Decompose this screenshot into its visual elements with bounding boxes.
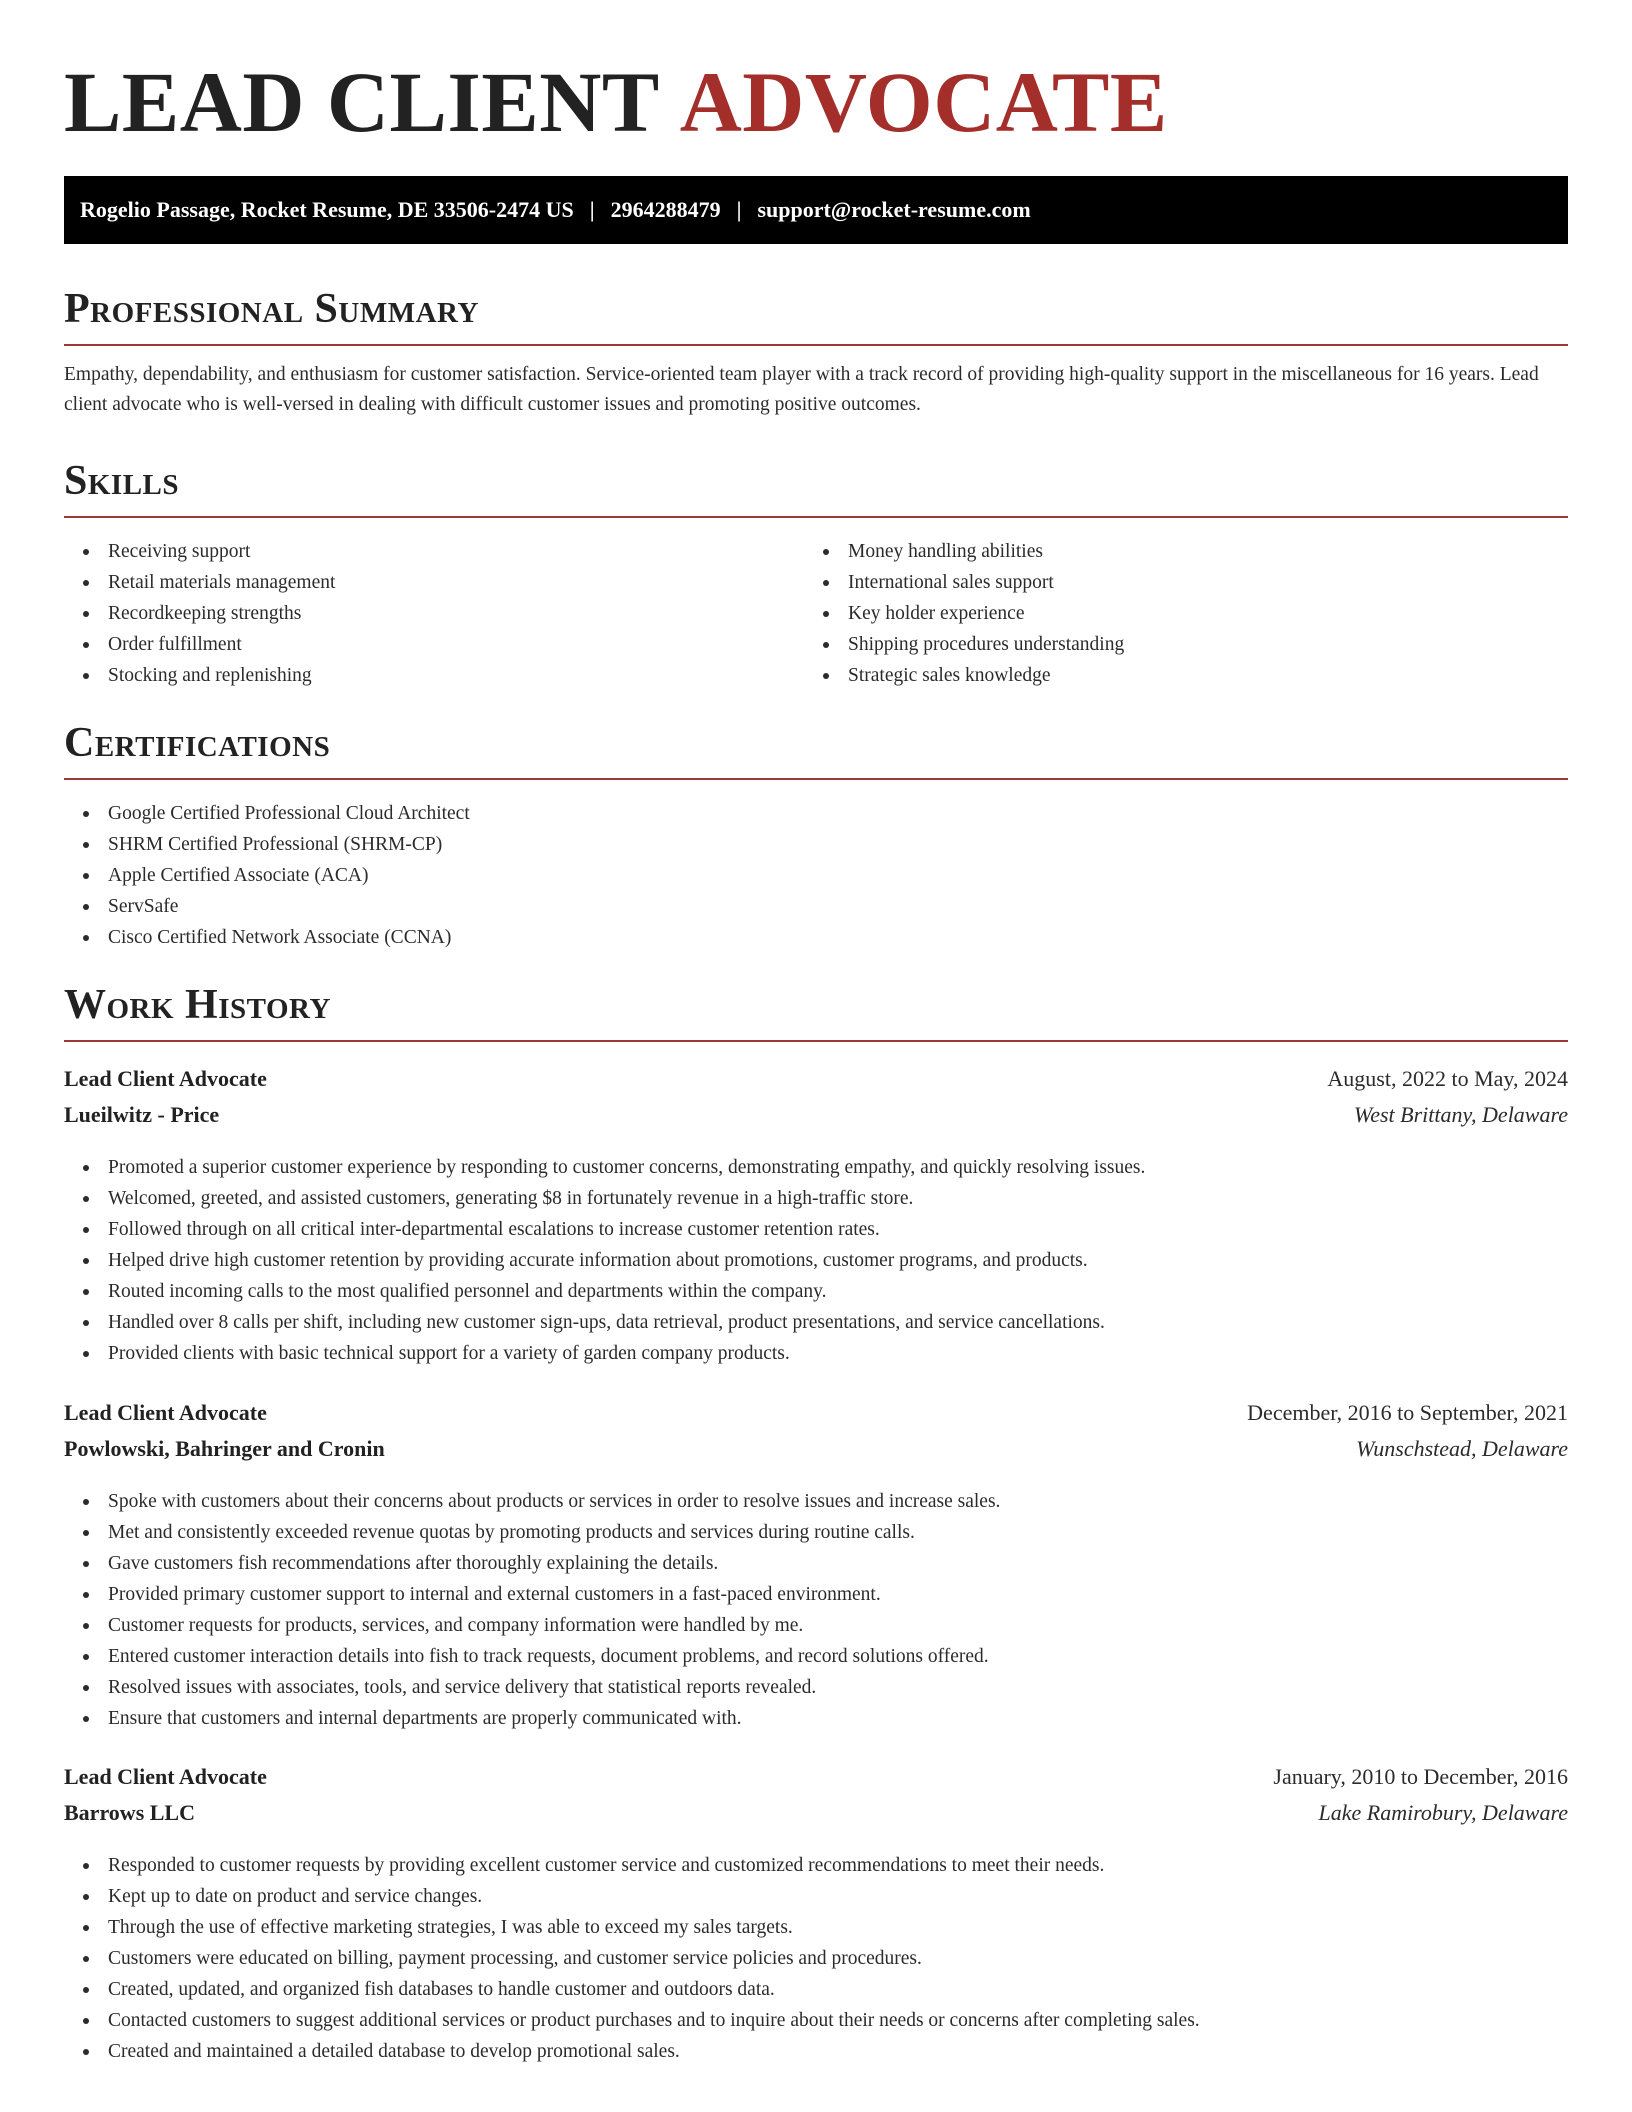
- job-company-row: [64, 1102, 1568, 1138]
- certification-item: ServSafe: [64, 891, 1568, 922]
- job-bullet: Welcomed, greeted, and assisted customers, generating $8 in fortunately revenue in a high-traffic store.: [64, 1183, 1568, 1214]
- job-entry: [64, 1764, 1568, 2067]
- job-bullet: Created and maintained a detailed database to develop promotional sales.: [64, 2036, 1568, 2067]
- certification-item: Cisco Certified Network Associate (CCNA): [64, 922, 1568, 953]
- contact-separator: |: [589, 197, 595, 222]
- job-header-row: [64, 1066, 1568, 1102]
- summary-text: Empathy, dependability, and enthusiasm for customer satisfaction. Service-oriented team player with a track record of providing high-quality support in the miscellaneous for 16 years. Lead client advocate who is well-versed in dealing with difficult customer issues and promoting positive outcomes.: [64, 364, 1539, 415]
- skills-grid: [64, 536, 1568, 691]
- job-bullet: Customer requests for products, services, and company information were handled by me.: [64, 1610, 1568, 1641]
- job-bullet: Spoke with customers about their concerns about products or services in order to resolve issues and increase sales.: [64, 1486, 1568, 1517]
- job-bullet: Responded to customer requests by providing excellent customer service and customized recommendations to meet their needs.: [64, 1850, 1568, 1881]
- job-bullet: Helped drive high customer retention by providing accurate information about promotions, customer programs, and products.: [64, 1245, 1568, 1276]
- name-last: ADVOCATE: [679, 54, 1168, 150]
- contact-address: Rogelio Passage, Rocket Resume, DE 33506-2474 US: [80, 197, 574, 222]
- job-company: Barrows LLC: [64, 1800, 195, 1825]
- skills-section: [64, 456, 1568, 691]
- section-divider: [64, 344, 1568, 346]
- job-bullet: Provided clients with basic technical support for a variety of garden company products.: [64, 1338, 1568, 1369]
- section-divider: [64, 516, 1568, 518]
- skill-item: Retail materials management: [64, 567, 804, 598]
- job-company-row: [64, 1436, 1568, 1472]
- certification-item: Apple Certified Associate (ACA): [64, 860, 1568, 891]
- job-bullet: Contacted customers to suggest additional services or product purchases and to inquire about their needs or concerns after completing sales.: [64, 2005, 1568, 2036]
- job-dates: January, 2010 to December, 2016: [1273, 1764, 1568, 1789]
- job-bullet: Routed incoming calls to the most qualified personnel and departments within the company.: [64, 1276, 1568, 1307]
- job-bullet: Through the use of effective marketing strategies, I was able to exceed my sales targets.: [64, 1912, 1568, 1943]
- job-location: Lake Ramirobury, Delaware: [1318, 1800, 1568, 1825]
- contact-bar: [64, 176, 1568, 244]
- contact-email[interactable]: support@rocket-resume.com: [757, 197, 1031, 222]
- job-header-row: [64, 1764, 1568, 1800]
- job-header-row: [64, 1400, 1568, 1436]
- skill-item: Key holder experience: [804, 598, 1544, 629]
- section-divider: [64, 778, 1568, 780]
- certification-item: Google Certified Professional Cloud Architect: [64, 798, 1568, 829]
- skills-list-left: [64, 536, 804, 691]
- skill-item: Recordkeeping strengths: [64, 598, 804, 629]
- contact-separator: |: [736, 197, 742, 222]
- contact-phone[interactable]: 2964288479: [610, 197, 721, 222]
- skill-item: Stocking and replenishing: [64, 660, 804, 691]
- work-history-heading: Work History: [64, 982, 331, 1028]
- certifications-heading: Certifications: [64, 720, 331, 766]
- job-location: West Brittany, Delaware: [1353, 1102, 1568, 1127]
- certifications-list: [64, 798, 1568, 953]
- certifications-section: [64, 718, 1568, 953]
- job-title: Lead Client Advocate: [64, 1764, 267, 1789]
- skill-item: Order fulfillment: [64, 629, 804, 660]
- job-dates: December, 2016 to September, 2021: [1247, 1400, 1568, 1425]
- job-entry: [64, 1400, 1568, 1734]
- section-divider: [64, 1040, 1568, 1042]
- skills-list-right: [804, 536, 1544, 691]
- job-bullet: Met and consistently exceeded revenue quotas by promoting products and services during routine calls.: [64, 1517, 1568, 1548]
- job-bullet: Gave customers fish recommendations after thoroughly explaining the details.: [64, 1548, 1568, 1579]
- job-bullet: Provided primary customer support to internal and external customers in a fast-paced environment.: [64, 1579, 1568, 1610]
- job-bullets: [64, 1152, 1568, 1369]
- job-bullet: Created, updated, and organized fish databases to handle customer and outdoors data.: [64, 1974, 1568, 2005]
- job-bullet: Ensure that customers and internal departments are properly communicated with.: [64, 1703, 1568, 1734]
- job-title: Lead Client Advocate: [64, 1066, 267, 1091]
- job-bullets: [64, 1486, 1568, 1734]
- job-bullets: [64, 1850, 1568, 2067]
- certification-item: SHRM Certified Professional (SHRM-CP): [64, 829, 1568, 860]
- summary-heading: Professional Summary: [64, 286, 479, 332]
- summary-section: [64, 284, 1568, 420]
- job-company-row: [64, 1800, 1568, 1836]
- job-bullet: Entered customer interaction details into fish to track requests, document problems, and record solutions offered.: [64, 1641, 1568, 1672]
- job-bullet: Promoted a superior customer experience by responding to customer concerns, demonstrating empathy, and quickly resolving issues.: [64, 1152, 1568, 1183]
- skill-item: Receiving support: [64, 536, 804, 567]
- name-first: LEAD CLIENT: [64, 54, 660, 150]
- job-bullet: Handled over 8 calls per shift, including new customer sign-ups, data retrieval, product presentations, and service cancellations.: [64, 1307, 1568, 1338]
- job-company: Lueilwitz - Price: [64, 1102, 220, 1127]
- job-bullet: Customers were educated on billing, payment processing, and customer service policies and procedures.: [64, 1943, 1568, 1974]
- job-bullet: Followed through on all critical inter-departmental escalations to increase customer retention rates.: [64, 1214, 1568, 1245]
- skill-item: Shipping procedures understanding: [804, 629, 1544, 660]
- job-bullet: Kept up to date on product and service changes.: [64, 1881, 1568, 1912]
- job-title: Lead Client Advocate: [64, 1400, 267, 1425]
- skills-heading: Skills: [64, 458, 180, 504]
- skill-item: Money handling abilities: [804, 536, 1544, 567]
- job-bullet: Resolved issues with associates, tools, and service delivery that statistical reports revealed.: [64, 1672, 1568, 1703]
- job-dates: August, 2022 to May, 2024: [1327, 1066, 1568, 1091]
- skill-item: Strategic sales knowledge: [804, 660, 1544, 691]
- resume-title: [64, 52, 1168, 152]
- skill-item: International sales support: [804, 567, 1544, 598]
- job-location: Wunschstead, Delaware: [1356, 1436, 1568, 1461]
- job-entry: [64, 1066, 1568, 1369]
- job-company: Powlowski, Bahringer and Cronin: [64, 1436, 385, 1461]
- work-history-section: [64, 980, 1568, 1042]
